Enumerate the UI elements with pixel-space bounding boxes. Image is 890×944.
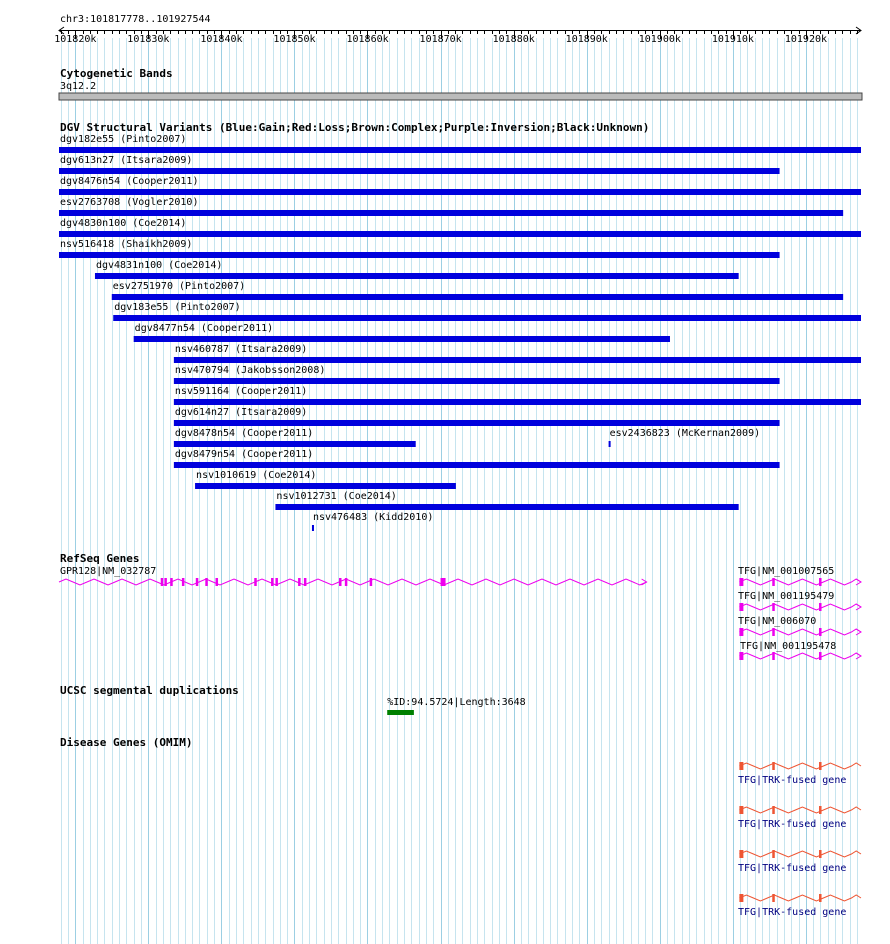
dgv-feature-label: dgv8476n54 (Cooper2011) xyxy=(60,176,199,187)
omim-exon xyxy=(739,806,743,814)
omim-label: TFG|TRK-fused gene xyxy=(738,907,847,918)
gene-exon xyxy=(304,578,307,586)
gene-label: GPR128|NM_032787 xyxy=(60,566,157,577)
gene-exon xyxy=(196,578,199,586)
gene-exon xyxy=(441,578,446,586)
dgv-feature-bar xyxy=(174,420,780,426)
dgv-feature-label: dgv183e55 (Pinto2007) xyxy=(114,302,241,313)
omim-label: TFG|TRK-fused gene xyxy=(738,863,847,874)
omim-label: TFG|TRK-fused gene xyxy=(738,819,847,830)
dgv-feature-bar xyxy=(113,315,861,321)
dgv-feature-label: nsv476483 (Kidd2010) xyxy=(312,512,434,523)
omim-track-title: Disease Genes (OMIM) xyxy=(60,736,193,749)
gene-exon xyxy=(370,578,373,586)
dgv-feature-label: dgv613n27 (Itsara2009) xyxy=(60,155,193,166)
gene-exon xyxy=(819,628,822,636)
omim-exon xyxy=(739,762,743,770)
dgv-feature-bar xyxy=(95,273,739,279)
omim-exon xyxy=(819,894,822,902)
gene-exon xyxy=(254,578,257,586)
ruler-tick-label: 101870k xyxy=(419,34,462,45)
omim-label: TFG|TRK-fused gene xyxy=(738,775,847,786)
grid-lines xyxy=(62,30,858,944)
dgv-feature-label: dgv4830n100 (Coe2014) xyxy=(60,218,187,229)
dgv-feature-bar xyxy=(59,210,843,216)
gene-label: TFG|NM_006070 xyxy=(738,616,817,627)
gene-exon xyxy=(819,652,822,660)
dgv-feature-bar xyxy=(275,504,738,510)
ruler-tick-label: 101840k xyxy=(200,34,243,45)
gene-exon xyxy=(739,652,743,660)
ruler-tick-label: 101850k xyxy=(273,34,316,45)
dgv-feature-label: nsv470794 (Jakobsson2008) xyxy=(174,365,326,376)
gene-exon xyxy=(275,578,278,586)
dgv-feature-bar xyxy=(134,336,670,342)
ruler-tick-label: 101860k xyxy=(346,34,389,45)
dgv-feature-bar xyxy=(59,189,861,195)
dgv-feature-bar xyxy=(112,294,843,300)
dgv-feature-bar xyxy=(609,441,611,447)
segdup-features xyxy=(387,710,414,715)
segdup-track-title: UCSC segmental duplications xyxy=(60,684,239,697)
gene-exon xyxy=(161,578,164,586)
omim-exon xyxy=(772,894,775,902)
dgv-feature-label: nsv460787 (Itsara2009) xyxy=(174,344,308,355)
cytoband-bar xyxy=(59,93,862,100)
dgv-feature-bar xyxy=(59,231,861,237)
gene-exon xyxy=(772,652,775,660)
ruler-tick-label: 101830k xyxy=(127,34,170,45)
omim-exon xyxy=(739,850,743,858)
dgv-feature-label: nsv1012731 (Coe2014) xyxy=(276,491,397,502)
gene-exon xyxy=(205,578,208,586)
ruler-tick-label: 101880k xyxy=(492,34,535,45)
dgv-feature-bar xyxy=(59,252,780,258)
dgv-feature-label: dgv182e55 (Pinto2007) xyxy=(60,134,187,145)
gene-exon xyxy=(772,578,775,586)
dgv-feature-bar xyxy=(174,357,861,363)
gene-exon xyxy=(819,603,822,611)
dgv-feature-bar xyxy=(59,168,780,174)
dgv-feature-label: nsv1010619 (Coe2014) xyxy=(196,470,317,481)
ruler-tick-label: 101820k xyxy=(54,34,97,45)
gene-exon xyxy=(345,578,348,586)
dgv-feature-label: dgv8478n54 (Cooper2011) xyxy=(174,428,314,439)
gene-exon xyxy=(164,578,167,586)
omim-exon xyxy=(772,850,775,858)
dgv-feature-label: dgv8479n54 (Cooper2011) xyxy=(174,449,314,460)
ruler-tick-label: 101910k xyxy=(711,34,754,45)
gene-exon xyxy=(772,603,775,611)
dgv-feature-bar xyxy=(174,441,416,447)
gene-exon xyxy=(182,578,185,586)
gene-intron-line xyxy=(59,579,647,585)
gene-label: TFG|NM_001195479 xyxy=(738,591,835,602)
omim-exon xyxy=(772,806,775,814)
gene-exon xyxy=(739,578,743,586)
gene-exon xyxy=(772,628,775,636)
dgv-feature-label: nsv591164 (Cooper2011) xyxy=(174,386,308,397)
dgv-feature-label: esv2751970 (Pinto2007) xyxy=(112,281,246,292)
ruler-tick-label: 101890k xyxy=(565,34,608,45)
dgv-feature-label: nsv516418 (Shaikh2009) xyxy=(60,239,193,250)
dgv-feature-bar xyxy=(174,399,861,405)
dgv-feature-bar xyxy=(195,483,456,489)
gene-exon xyxy=(170,578,173,586)
segdup-label: %ID:94.5724|Length:3648 xyxy=(387,697,526,708)
omim-exon xyxy=(739,894,743,902)
ruler-tick-label: 101900k xyxy=(638,34,681,45)
omim-exon xyxy=(819,806,822,814)
dgv-feature-label: esv2436823 (McKernan2009) xyxy=(609,428,761,439)
ruler-tick-label: 101920k xyxy=(784,34,828,45)
dgv-track-title: DGV Structural Variants (Blue:Gain;Red:Loss;Brown:Complex;Purple:Inversion;Black:Unknown) xyxy=(60,121,650,134)
gene-exon xyxy=(739,628,743,636)
cytoband-label: 3q12.2 xyxy=(60,81,97,92)
omim-exon xyxy=(772,762,775,770)
gene-exon xyxy=(739,603,743,611)
dgv-feature-bar xyxy=(312,525,314,531)
omim-exon xyxy=(819,762,822,770)
gene-label: TFG|NM_001007565 xyxy=(738,566,835,577)
dgv-feature-bar xyxy=(174,378,780,384)
gene-exon xyxy=(298,578,301,586)
dgv-feature-bar xyxy=(59,147,861,153)
cytoband-track-title: Cytogenetic Bands xyxy=(60,67,173,80)
gene-label: TFG|NM_001195478 xyxy=(740,641,837,652)
dgv-feature-label: dgv614n27 (Itsara2009) xyxy=(174,407,308,418)
gene-exon xyxy=(819,578,822,586)
omim-exon xyxy=(819,850,822,858)
dgv-feature-label: esv2763708 (Vogler2010) xyxy=(60,197,199,208)
dgv-feature-bar xyxy=(174,462,780,468)
cytoband-block xyxy=(59,93,862,100)
dgv-feature-label: dgv8477n54 (Cooper2011) xyxy=(134,323,274,334)
gene-exon xyxy=(216,578,219,586)
dgv-feature-label: dgv4831n100 (Coe2014) xyxy=(95,260,223,271)
refseq-track-title: RefSeq Genes xyxy=(60,552,140,565)
gene-exon xyxy=(271,578,274,586)
region-label: chr3:101817778..101927544 xyxy=(60,14,211,25)
segdup-block xyxy=(387,710,414,715)
gene-exon xyxy=(339,578,342,586)
